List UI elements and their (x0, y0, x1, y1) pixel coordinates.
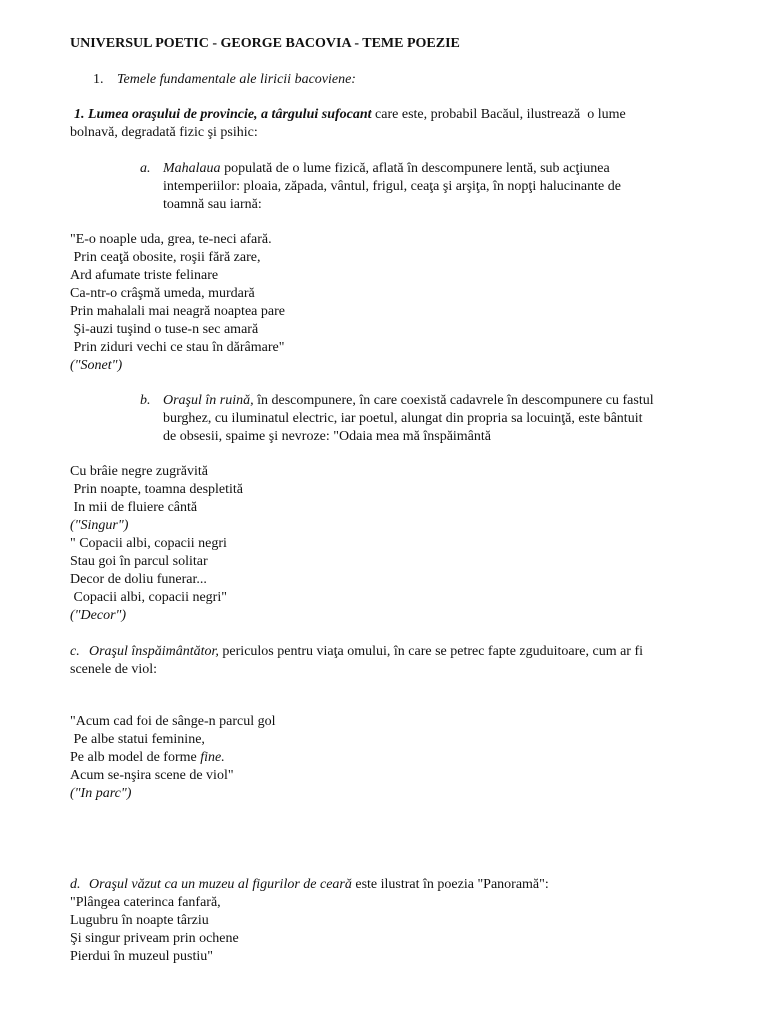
poem-line: Decor de doliu funerar... (70, 572, 207, 587)
intro-list-item (93, 71, 356, 89)
item-b-line-2: burghez, cu iluminatul electric, iar poetul, alungat din propria sa locuinţă, este bântuit (163, 411, 643, 426)
item-b-line-3: de obsesii, spaime şi nevroze: "Odaia mea mă înspăimântă (163, 429, 492, 444)
poems-singur-decor (70, 463, 243, 625)
poem-source: ("In parc") (70, 786, 132, 801)
theme1-paragraph (70, 106, 626, 142)
item-d-orasul-muzeu (70, 876, 549, 894)
item-c-letter: c. (70, 644, 80, 659)
item-d-term: Oraşul văzut ca un muzeu al figurilor de ceară (89, 877, 352, 892)
poem-line-text: Pe alb model de forme (70, 750, 201, 765)
document-title (70, 35, 460, 53)
poem-line: Şi singur priveam prin ochene (70, 931, 239, 946)
item-a-line-3: toamnă sau iarnă: (163, 197, 262, 212)
poem-line: Prin ziduri vechi ce stau în dărâmare" (70, 340, 285, 355)
item-a-mahalaua (140, 160, 621, 214)
poem-panorama (70, 894, 239, 966)
poem-line: Prin mahalali mai neagră noaptea pare (70, 304, 285, 319)
poem-line: "Plângea caterinca fanfară, (70, 895, 221, 910)
poem-line: Pierdui în muzeul pustiu" (70, 949, 213, 964)
theme1-line-2: bolnavă, degradată fizic şi psihic: (70, 125, 258, 140)
item-a-line-1 (140, 160, 621, 178)
item-a-term: Mahalaua (163, 161, 221, 176)
poem-line: Ard afumate triste felinare (70, 268, 219, 283)
poem-line: "Acum cad foi de sânge-n parcul gol (70, 714, 276, 729)
poem-source: ("Decor") (70, 608, 127, 623)
poem-source: ("Sonet") (70, 358, 123, 373)
poem-decor (70, 535, 243, 625)
item-a-line1-text: populată de o lume fizică, aflată în descompunere lentă, sub acţiunea (220, 161, 610, 176)
intro-line (93, 71, 356, 89)
poem-line: In mii de fluiere cântă (70, 500, 198, 515)
item-c-term: Oraşul înspăimântător, (89, 644, 219, 659)
item-a-letter: a. (140, 161, 151, 176)
item-c-orasul-inspaimantator (70, 643, 643, 679)
poem-source: ("Singur") (70, 518, 129, 533)
poem-line: "E-o noaple uda, grea, te-neci afară. (70, 232, 272, 247)
item-a-line-2: intemperiilor: ploaia, zăpada, vântul, frigul, ceaţa şi arşiţa, în nopţi halucinante de (163, 179, 621, 194)
item-b-orasul-in-ruina (140, 392, 654, 446)
poem-line: Şi-auzi tuşind o tuse-n sec amară (70, 322, 259, 337)
item-b-line1-text: în descompunere, în care coexistă cadavrele în descompunere cu fastul (253, 393, 654, 408)
poem-line: Ca-ntr-o crâşmă umeda, murdară (70, 286, 255, 301)
poem-sonet (70, 231, 285, 375)
poem-line: Prin ceaţă obosite, roşii fără zare, (70, 250, 261, 265)
item-c-line1-text: periculos pentru viaţa omului, în care se petrec fapte zguduitoare, cum ar fi (218, 644, 644, 659)
title-text: UNIVERSUL POETIC - GEORGE BACOVIA - TEME POEZIE (70, 36, 460, 51)
theme1-heading: 1. Lumea oraşului de provincie, a târgului sufocant (74, 107, 372, 122)
poem-singur (70, 463, 243, 535)
item-c-line-1 (70, 643, 643, 661)
item-b-term: Oraşul în ruină, (163, 393, 254, 408)
poem-line (70, 749, 276, 767)
item-b-line-1 (140, 392, 654, 410)
poem-line: " Copacii albi, copacii negri (70, 536, 227, 551)
intro-number: 1. (93, 72, 104, 87)
poem-line: Lugubru în noapte târziu (70, 913, 209, 928)
poem-line-italic-word: fine. (200, 750, 225, 765)
poem-in-parc (70, 713, 276, 803)
theme1-line1-text: care este, probabil Bacăul, ilustrează o lume (371, 107, 626, 122)
poem-line: Copacii albi, copacii negri" (70, 590, 227, 605)
poem-line: Acum se-nşira scene de viol" (70, 768, 234, 783)
poem-line: Prin noapte, toamna despletită (70, 482, 244, 497)
item-d-text: este ilustrat în poezia "Panoramă": (351, 877, 549, 892)
poem-line: Cu brâie negre zugrăvită (70, 464, 208, 479)
item-b-letter: b. (140, 393, 151, 408)
theme1-line-1 (70, 106, 626, 124)
intro-text: Temele fundamentale ale liricii bacoviene: (117, 72, 356, 87)
item-d-line-1 (70, 876, 549, 894)
poem-line: Stau goi în parcul solitar (70, 554, 208, 569)
item-d-letter: d. (70, 877, 81, 892)
item-c-line-2: scenele de viol: (70, 662, 158, 677)
poem-line: Pe albe statui feminine, (70, 732, 205, 747)
